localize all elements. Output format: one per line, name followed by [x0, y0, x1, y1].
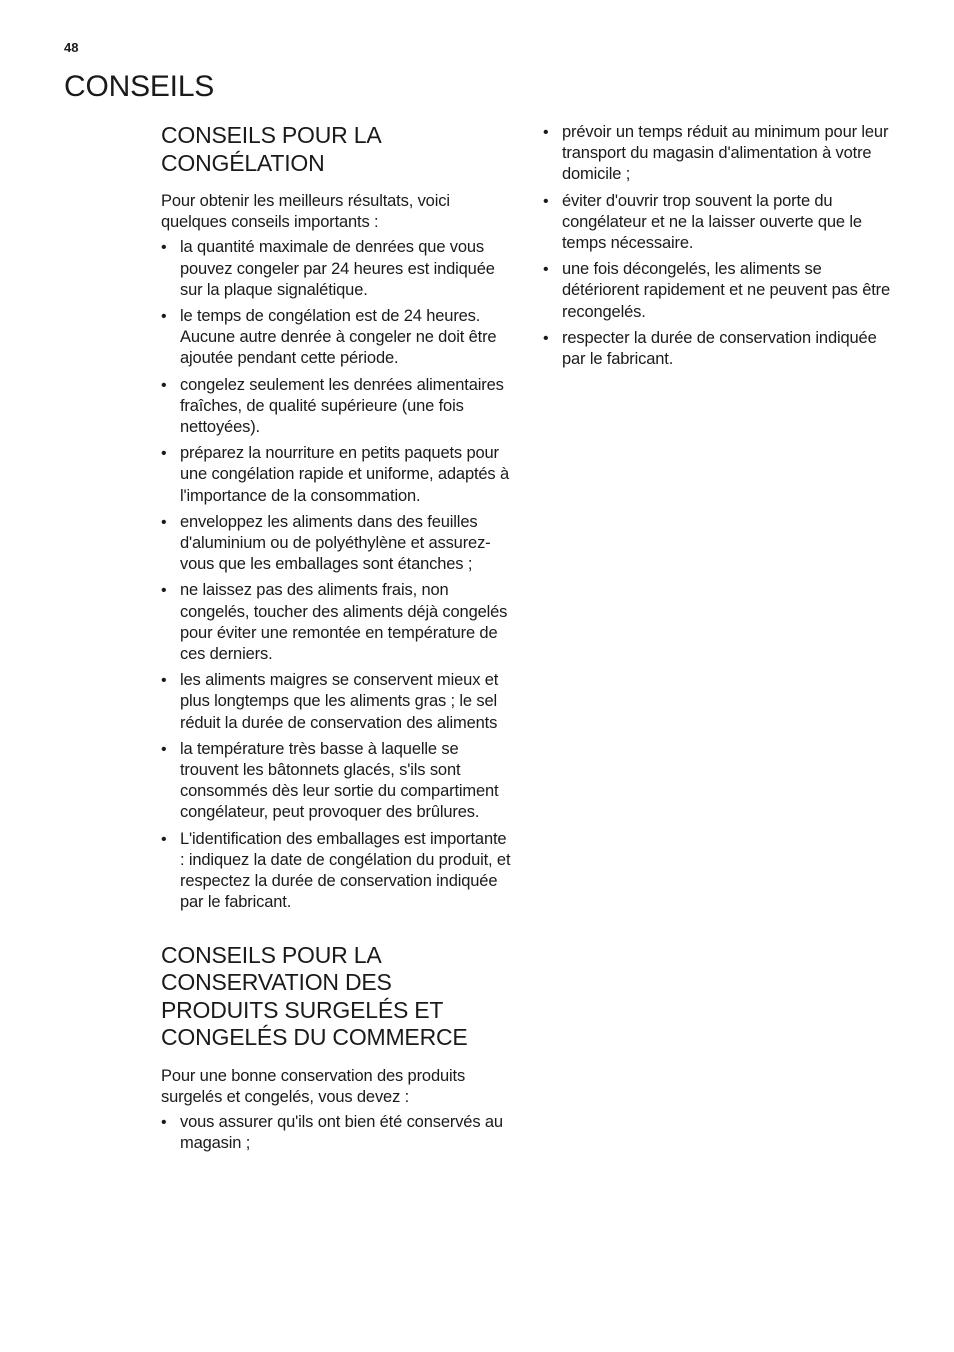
- bullet-icon: •: [161, 582, 167, 600]
- list-item-text: la température très basse à laquelle se trouvent les bâtonnets glacés, s'ils sont consommés dès leur sortie du compartiment congélateur, peut provoquer des brûlures.: [180, 739, 499, 822]
- list-item: [161, 580, 513, 665]
- bullet-icon: •: [161, 376, 167, 394]
- list-item: [161, 237, 513, 301]
- bullet-icon: •: [161, 239, 167, 257]
- bullet-icon: •: [161, 445, 167, 463]
- list-item-text: respecter la durée de conservation indiquée par le fabricant.: [562, 328, 877, 369]
- section-heading-storage-tips: CONSEILS POUR LA CONSERVATION DES PRODUITS SURGELÉS ET CONGELÉS DU COMMERCE: [161, 941, 468, 1050]
- bullet-icon: •: [543, 192, 549, 210]
- list-item: [543, 328, 898, 370]
- list-item: [543, 122, 898, 186]
- page-title: CONSEILS: [64, 70, 215, 103]
- section-heading-freezing-tips: CONSEILS POUR LA CONGÉLATION: [161, 122, 381, 176]
- list-item-text: préparez la nourriture en petits paquets pour une congélation rapide et uniforme, adaptés à l'importance de la consommation.: [180, 444, 509, 505]
- list-item-text: enveloppez les aliments dans des feuilles d'aluminium ou de polyéthylène et assurez-vous que les emballages sont étanches ;: [180, 512, 491, 574]
- bullet-icon: •: [543, 124, 549, 141]
- storage-tips-list: [161, 1112, 513, 1154]
- section-intro: Pour une bonne conservation des produits surgelés et congelés, vous devez :: [161, 1066, 466, 1106]
- list-item: [161, 739, 513, 824]
- section-intro: Pour obtenir les meilleurs résultats, voici quelques conseils importants :: [161, 192, 450, 232]
- list-item: [161, 670, 513, 734]
- list-item: [161, 375, 513, 439]
- page-number: 48: [64, 40, 79, 55]
- bullet-icon: •: [161, 672, 167, 690]
- list-item: [161, 443, 513, 507]
- freezing-tips-list: [161, 237, 513, 913]
- list-item-text: éviter d'ouvrir trop souvent la porte du congélateur et ne la laisser ouverte que le temps nécessaire.: [562, 191, 862, 253]
- storage-tips-list-continued: [543, 122, 898, 370]
- bullet-icon: •: [161, 513, 167, 531]
- list-item-text: L'identification des emballages est importante : indiquez la date de congélation du produit, et respectez la durée de conservation indiquée par le fabricant.: [180, 829, 511, 912]
- list-item: [161, 1112, 513, 1154]
- bullet-icon: •: [543, 329, 549, 347]
- bullet-icon: •: [161, 1113, 167, 1131]
- list-item: [543, 259, 898, 323]
- list-item: [161, 306, 513, 370]
- right-column: [543, 120, 898, 375]
- list-item-text: vous assurer qu'ils ont bien été conservés au magasin ;: [180, 1112, 503, 1153]
- bullet-icon: •: [161, 740, 167, 758]
- bullet-icon: •: [543, 261, 549, 279]
- list-item: [161, 829, 513, 914]
- bullet-icon: •: [161, 308, 167, 326]
- list-item: [543, 191, 898, 255]
- list-item-text: une fois décongelés, les aliments se détériorent rapidement et ne peuvent pas être recongelés.: [562, 260, 891, 321]
- bullet-icon: •: [161, 830, 167, 848]
- list-item-text: congelez seulement les denrées alimentaires fraîches, de qualité supérieure (une fois nettoyées).: [180, 375, 504, 437]
- list-item-text: ne laissez pas des aliments frais, non congelés, toucher des aliments déjà congelés pour éviter une remontée en température de ces derniers.: [180, 581, 508, 664]
- list-item-text: la quantité maximale de denrées que vous pouvez congeler par 24 heures est indiquée sur la plaque signalétique.: [180, 238, 495, 299]
- list-item-text: le temps de congélation est de 24 heures. Aucune autre denrée à congeler ne doit être ajoutée pendant cette période.: [180, 307, 497, 368]
- list-item-text: prévoir un temps réduit au minimum pour leur transport du magasin d'alimentation à votre domicile ;: [562, 123, 889, 184]
- list-item-text: les aliments maigres se conservent mieux et plus longtemps que les aliments gras ; le sel réduit la durée de conservation des aliments: [180, 671, 499, 732]
- left-column: [161, 120, 513, 1159]
- list-item: [161, 512, 513, 576]
